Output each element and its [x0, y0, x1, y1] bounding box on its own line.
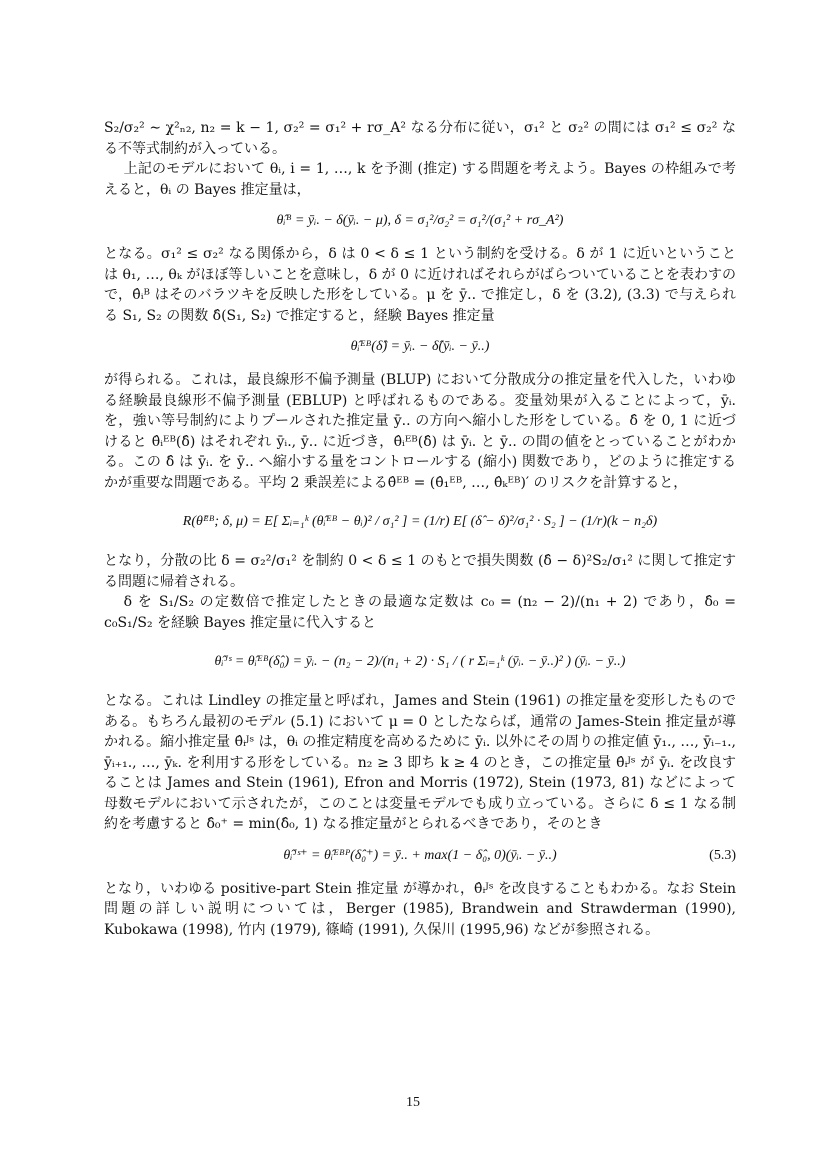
equation-positive-part — [104, 845, 736, 867]
equation-number: (5.3) — [709, 847, 736, 863]
equation-bayes-estimator: θ̂ᵢᴮ = ȳᵢ. − δ(ȳᵢ. − μ), δ = σ₁²/σ₂² = σ₁²/(σ₁² + rσ_A²) — [276, 213, 564, 228]
document-body — [104, 118, 736, 940]
equation-positive-part-body: θ̂ᵢᴶˢ⁺ = θ̂ᵢᴱᴮᴾ(δ̂₀⁺) = ȳ.. + max(1 − δ̂₀, 0)(ȳᵢ. − ȳ..) — [283, 847, 557, 863]
equation-risk: R(θ̂ᴱᴮ; δ, μ) = E[ Σᵢ₌₁ᵏ (θ̂ᵢᴱᴮ − θᵢ)² / σ₁² ] = (1/r) E[ (δ̂ − δ)²/σ₁² · S₂ ] − (1/r)(k − n₂δ) — [182, 514, 658, 529]
paragraph-5: となり，分散の比 δ = σ₂²/σ₁² を制約 0 < δ ≤ 1 のもとで損失関数 (δ̂ − δ)²S₂/σ₁² に関して推定する問題に帰着される。 — [104, 553, 736, 590]
paragraph-6: δ を S₁/S₂ の定数倍で推定したときの最適な定数は c₀ = (n₂ − 2)/(n₁ + 2) であり，δ̂₀ = c₀S₁/S₂ を経験 Bayes 推定量に代入すると — [104, 594, 736, 631]
paragraph-4: が得られる。これは，最良線形不偏予測量 (BLUP) において分散成分の推定量を代入した，いわゆる経験最良線形不偏予測量 (EBLUP) と呼ばれるものである。変量効果が入ることによって，ȳᵢ. を，強い等号制約によりプールされた推定量 ȳ.. の方向へ縮小した形をしている。δ̂ を 0, 1 に近づけると θ̂ᵢᴱᴮ(δ̂) はそれぞれ ȳᵢ., ȳ.. に近づき，θ̂ᵢᴱᴮ(δ̂) は ȳᵢ. と ȳ.. の間の値をとっていることがわかる。この δ̂ は ȳᵢ. を ȳ.. へ縮小する量をコントロールする (縮小) 関数であり，どのように推定するかが重要な問題である。平均 2 乗誤差によるθ̂ᴱᴮ = (θ̂₁ᴱᴮ, …, θ̂ₖᴱᴮ)′ のリスクを計算すると， — [104, 372, 736, 491]
paragraph-2: 上記のモデルにおいて θᵢ, i = 1, …, k を予測 (推定) する問題を考えよう。Bayes の枠組みで考えると，θᵢ の Bayes 推定量は， — [104, 161, 736, 198]
paragraph-8: となり，いわゆる positive-part Stein 推定量 が導かれ，θ̂ᵢᴶˢ を改良することもわかる。なお Stein 問題の詳しい説明については，Berger (1985), Brandwein and Strawderman (1990), Kubokawa (1998), 竹内 (1979), 篠崎 (1991), 久保川 (1995,96) などが参照される。 — [104, 880, 736, 938]
equation-empirical-bayes: θ̂ᵢᴱᴮ(δ̂) = ȳᵢ. − δ̂(ȳᵢ. − ȳ..) — [350, 339, 490, 354]
paragraph-1: S₂/σ₂² ∼ χ²ₙ₂, n₂ = k − 1, σ₂² = σ₁² + rσ_A² なる分布に従い，σ₁² と σ₂² の間には σ₁² ≤ σ₂² なる不等式制約が入っている。 — [104, 120, 736, 157]
page-number: 15 — [406, 1095, 420, 1110]
paragraph-3: となる。σ₁² ≤ σ₂² なる関係から，δ は 0 < δ ≤ 1 という制約を受ける。δ が 1 に近いということは θ₁, …, θₖ がほぼ等しいことを意味し，δ が 0 に近ければそれらがばらついていることを表わすので，θ̂ᵢᴮ はそのバラツキを反映した形をしている。μ を ȳ.. で推定し，δ を (3.2), (3.3) で与えられる S₁, S₂ の関数 δ̂(S₁, S₂) で推定すると，経験 Bayes 推定量 — [104, 246, 736, 324]
equation-james-stein: θ̂ᵢᴶˢ = θ̂ᵢᴱᴮ(δ̂₀) = ȳᵢ. − (n₂ − 2)/(n₁ + 2) · S₁ / ( r Σᵢ₌₁ᵏ (ȳᵢ. − ȳ..)² ) (ȳᵢ. − ȳ..) — [214, 654, 626, 669]
paragraph-7: となる。これは Lindley の推定量と呼ばれ，James and Stein (1961) の推定量を変形したものである。もちろん最初のモデル (5.1) において μ = 0 としたならば，通常の James-Stein 推定量が導かれる。縮小推定量 θ̂ᵢᴶˢ は，θᵢ の推定精度を高めるために ȳᵢ. 以外にその周りの推定値 ȳ₁., …, ȳᵢ₋₁., ȳᵢ₊₁., …, ȳₖ. を利用する形をしている。n₂ ≥ 3 即ち k ≥ 4 のとき，この推定量 θ̂ᵢᴶˢ が ȳᵢ. を改良することは James and Stein (1961), Efron and Morris (1972), Stein (1973, 81) などによって母数モデルにおいて示されたが，このことは変量モデルでも成り立っている。さらに δ ≤ 1 なる制約を考慮すると δ̂₀⁺ = min(δ̂₀, 1) なる推定量がとられるべきであり，そのとき — [104, 693, 736, 832]
